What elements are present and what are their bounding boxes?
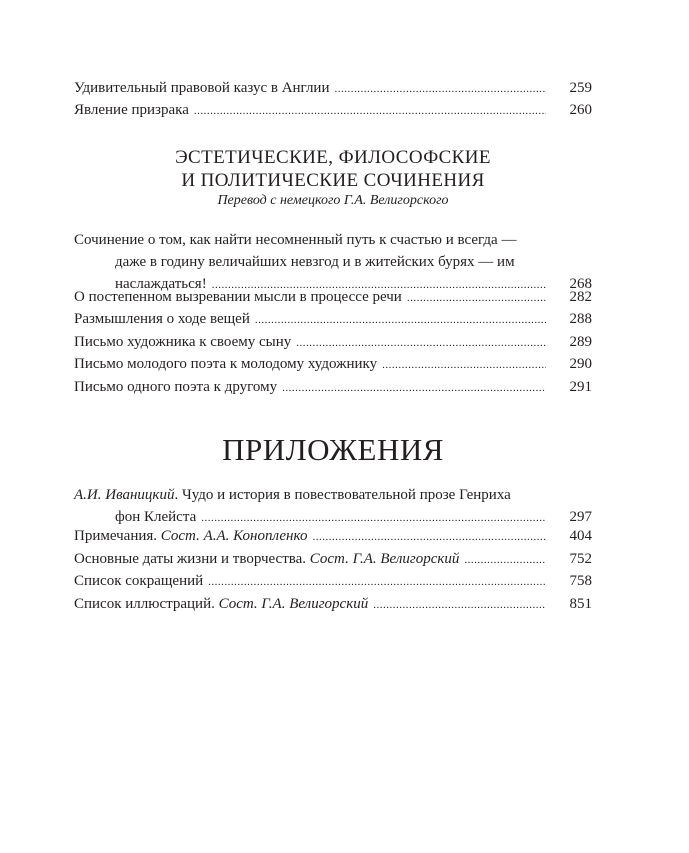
toc-entry-title bbox=[74, 525, 307, 547]
toc-entry-title-line2: даже в годину величайших невзгод и в житейских бурях — им bbox=[115, 254, 515, 270]
toc-entry-page: 297 bbox=[569, 509, 592, 525]
toc-entry-author: Сост. Г.А. Велигорский bbox=[218, 596, 369, 612]
dot-leader bbox=[255, 309, 546, 331]
toc-entry-page: 404 bbox=[569, 528, 592, 544]
section-translator-note: Перевод с немецкого Г.А. Велигорского bbox=[217, 193, 449, 208]
toc-entry-page: 290 bbox=[569, 356, 592, 372]
section-heading-line2: И ПОЛИТИЧЕСКИЕ СОЧИНЕНИЯ bbox=[181, 170, 485, 191]
toc-entry-page: 282 bbox=[569, 289, 592, 305]
toc-entry-author: Сост. А.А. Конопленко bbox=[160, 528, 308, 544]
toc-entry-title: Письмо художника к своему сыну bbox=[74, 334, 292, 350]
toc-entry-title-line1: Сочинение о том, как найти несомненный путь к счастью и всегда — bbox=[74, 232, 517, 248]
toc-entry bbox=[74, 593, 592, 615]
toc-entry-title-text: Основные даты жизни и творчества. bbox=[74, 551, 310, 567]
toc-entry-title: О постепенном вызревании мысли в процессе речи bbox=[74, 289, 402, 305]
toc-entry bbox=[74, 570, 592, 592]
toc-entry bbox=[74, 525, 592, 547]
dot-leader bbox=[282, 377, 546, 399]
toc-entry-page: 758 bbox=[569, 573, 592, 589]
toc-entry-title-line1 bbox=[74, 484, 592, 506]
appendix-heading: ПРИЛОЖЕНИЯ bbox=[222, 432, 444, 467]
toc-entry-title-text: Примечания. bbox=[74, 528, 161, 544]
toc-entry-title: Письмо одного поэта к другому bbox=[74, 379, 278, 395]
toc-entry-title: . Чудо и история в повествовательной прозе Генриха bbox=[174, 487, 511, 503]
dot-leader bbox=[312, 526, 546, 548]
dot-leader bbox=[335, 78, 547, 100]
toc-entry-page: 851 bbox=[569, 596, 592, 612]
toc-entry bbox=[74, 548, 592, 570]
toc-entry-page: 288 bbox=[569, 311, 592, 327]
toc-entry bbox=[74, 376, 592, 398]
toc-entry-title: Список сокращений bbox=[74, 573, 204, 589]
toc-entry-author: А.И. Иваницкий bbox=[74, 487, 175, 503]
toc-entry bbox=[74, 353, 592, 375]
toc-entry-title-line2: фон Клейста bbox=[115, 509, 197, 525]
section-heading-line1: ЭСТЕТИЧЕСКИЕ, ФИЛОСОФСКИЕ bbox=[175, 147, 491, 168]
toc-entry bbox=[74, 331, 592, 353]
dot-leader bbox=[373, 594, 546, 616]
toc-entry-page: 268 bbox=[569, 276, 592, 292]
dot-leader bbox=[464, 549, 546, 571]
dot-leader bbox=[208, 571, 546, 593]
toc-entry-title bbox=[74, 548, 459, 570]
toc-entry-page: 752 bbox=[569, 551, 592, 567]
toc-entry-page: 259 bbox=[569, 80, 592, 96]
toc-entry-title: Явление призрака bbox=[74, 102, 189, 118]
toc-entry-title bbox=[74, 593, 368, 615]
dot-leader bbox=[407, 287, 546, 309]
toc-entry-title: Письмо молодого поэта к молодому художнику bbox=[74, 356, 378, 372]
toc-entry bbox=[74, 286, 592, 308]
toc-entry-page: 260 bbox=[569, 102, 592, 118]
toc-entry-page: 289 bbox=[569, 334, 592, 350]
toc-entry-title-text: Список иллюстраций. bbox=[74, 596, 219, 612]
dot-leader bbox=[296, 332, 546, 354]
dot-leader bbox=[194, 100, 546, 122]
toc-entry-title: Размышления о ходе вещей bbox=[74, 311, 250, 327]
toc-entry bbox=[74, 77, 592, 99]
toc-entry-author: Сост. Г.А. Велигорский bbox=[309, 551, 460, 567]
toc-entry-page: 291 bbox=[569, 379, 592, 395]
toc-entry bbox=[74, 99, 592, 121]
toc-entry bbox=[74, 308, 592, 330]
dot-leader bbox=[382, 354, 546, 376]
toc-entry-title-line3: наслаждаться! bbox=[115, 276, 207, 292]
toc-entry-title: Удивительный правовой казус в Англии bbox=[74, 80, 330, 96]
toc-entry bbox=[74, 484, 592, 528]
